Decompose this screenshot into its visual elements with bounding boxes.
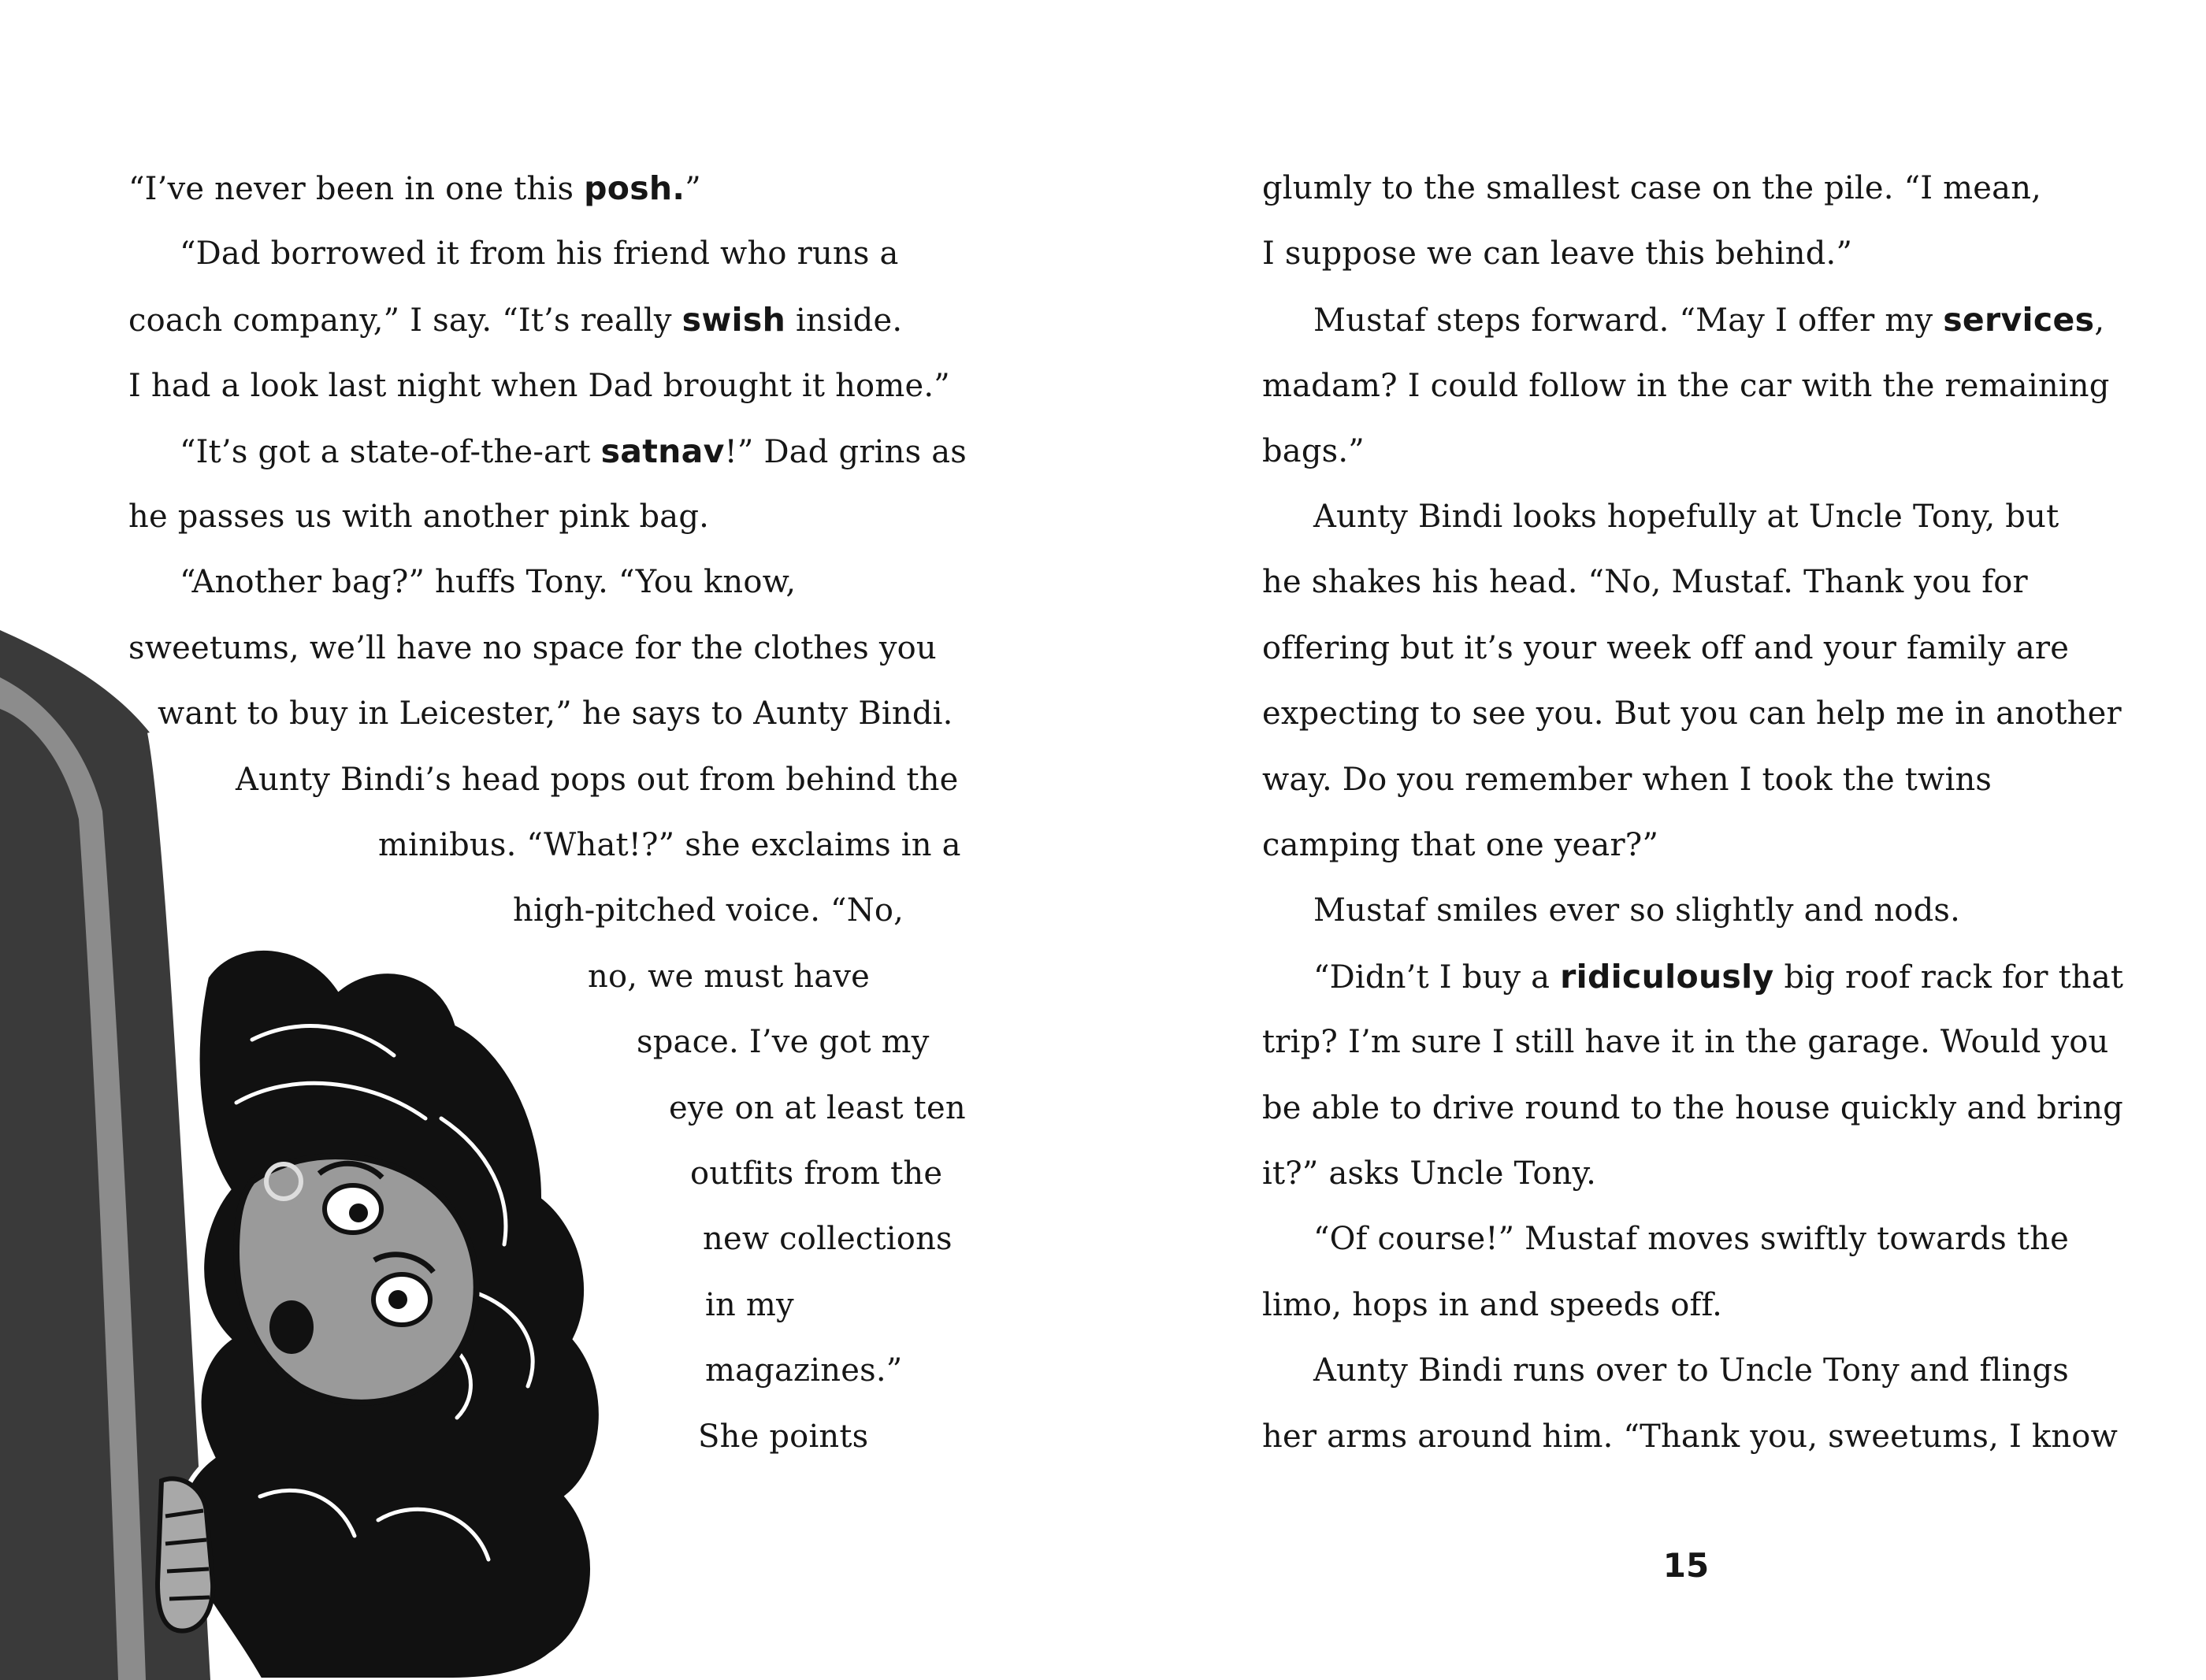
left-page-line [180, 432, 967, 470]
left-page-line [128, 499, 710, 535]
text-run: “It’s got a state-of-the-art [180, 434, 601, 470]
text-run: limo, hops in and speeds off. [1262, 1287, 1723, 1323]
right-page-line [1262, 829, 1658, 861]
left-page-line [703, 1223, 953, 1255]
left-page-line [698, 1419, 869, 1455]
text-run: outfits from the [690, 1155, 943, 1192]
left-page-line [180, 566, 796, 598]
text-run: minibus. “What!?” she exclaims in a [378, 827, 961, 863]
text-run: sweetums, we’ll have no space for the clothes you [128, 630, 937, 666]
right-page-line [1262, 1092, 2123, 1124]
text-run: big roof rack for that [1773, 959, 2124, 996]
text-run: no, we must have [588, 959, 870, 995]
right-pupil [388, 1290, 407, 1309]
text-run: , [2094, 302, 2105, 339]
text-run: eye on at least ten [669, 1090, 966, 1126]
emphasized-word: ridiculously [1560, 958, 1774, 996]
left-pupil [349, 1203, 368, 1222]
left-page-line [513, 892, 904, 929]
text-run: trip? I’m sure I still have it in the garage. Would you [1262, 1024, 2109, 1060]
text-run: inside. [785, 302, 903, 339]
right-page-line [1262, 762, 1992, 798]
left-page-line [128, 169, 701, 207]
right-page-line [1262, 433, 1365, 469]
left-page-line [378, 829, 961, 861]
left-page-line [669, 1092, 966, 1124]
right-page-line [1262, 1289, 1722, 1321]
right-page-line [1313, 1352, 2070, 1389]
text-run: Mustaf smiles ever so slightly and nods. [1313, 892, 1961, 929]
text-run: new collections [703, 1221, 953, 1257]
text-run: She points [698, 1419, 869, 1455]
page-number: 15 [1662, 1546, 1710, 1585]
text-run: Aunty Bindi looks hopefully at Uncle Tony, but [1313, 499, 2059, 535]
text-run: “Another bag?” huffs Tony. “You know, [180, 564, 797, 600]
left-page-line [128, 301, 903, 339]
text-run: I suppose we can leave this behind.” [1262, 235, 1853, 272]
text-run: magazines.” [705, 1352, 903, 1389]
right-page-line [1262, 695, 2122, 732]
text-run: coach company,” I say. “It’s really [128, 302, 682, 339]
mouth [269, 1300, 314, 1354]
text-run: camping that one year?” [1262, 827, 1659, 863]
right-page-line [1313, 1223, 2069, 1255]
text-run: her arms around him. “Thank you, sweetums, I know [1262, 1419, 2119, 1455]
text-run: want to buy in Leicester,” he says to Aunty Bindi. [158, 695, 953, 732]
right-page-line [1262, 1026, 2109, 1058]
emphasized-word: swish [681, 301, 786, 339]
right-page-line [1262, 566, 2028, 598]
text-run: high-pitched voice. “No, [513, 892, 904, 929]
right-page-line [1262, 1155, 1597, 1192]
left-page-line [180, 235, 899, 272]
text-run: glumly to the smallest case on the pile. “I mean, [1262, 170, 2042, 206]
right-page-line [1313, 301, 2105, 339]
right-page-line [1262, 632, 2069, 664]
text-run: !” Dad grins as [724, 434, 967, 470]
text-run: offering but it’s your week off and your family are [1262, 630, 2070, 666]
text-run: way. Do you remember when I took the twins [1262, 762, 1992, 798]
left-page-line [705, 1352, 903, 1389]
emphasized-word: services [1943, 301, 2095, 339]
text-run: “Didn’t I buy a [1313, 959, 1561, 996]
text-run: madam? I could follow in the car with the remaining [1262, 368, 2110, 404]
left-page-line [637, 1026, 930, 1058]
text-run: bags.” [1262, 433, 1365, 469]
right-page-line [1313, 892, 1961, 929]
text-run: expecting to see you. But you can help me in another [1262, 695, 2122, 732]
text-run: Aunty Bindi’s head pops out from behind the [236, 762, 959, 798]
text-run: “I’ve never been in one this [128, 171, 585, 207]
emphasized-word: posh. [584, 169, 685, 207]
left-page-line [588, 959, 870, 995]
right-page-line [1262, 370, 2110, 402]
hand-shape [158, 1478, 213, 1630]
left-page-line [690, 1155, 943, 1192]
emphasized-word: satnav [600, 432, 725, 470]
text-run: in my [705, 1287, 794, 1323]
left-page-line [128, 632, 937, 664]
text-run: he passes us with another pink bag. [128, 499, 710, 535]
left-page-line [128, 370, 950, 402]
text-run: Aunty Bindi runs over to Uncle Tony and flings [1313, 1352, 2070, 1389]
text-run: he shakes his head. “No, Mustaf. Thank you for [1262, 564, 2028, 600]
text-run: Mustaf steps forward. “May I offer my [1313, 302, 1944, 339]
right-page-line [1262, 235, 1853, 272]
left-page-line [236, 762, 959, 798]
right-page-line [1262, 1419, 2119, 1455]
text-run: ” [685, 171, 701, 207]
left-page-line [705, 1289, 794, 1321]
text-run: it?” asks Uncle Tony. [1262, 1155, 1597, 1192]
left-page-line [158, 695, 953, 732]
right-page-line [1262, 172, 2041, 204]
right-page-line [1313, 958, 2124, 996]
text-run: be able to drive round to the house quickly and bring [1262, 1090, 2123, 1126]
text-run: “Of course!” Mustaf moves swiftly towards the [1313, 1221, 2070, 1257]
text-run: “Dad borrowed it from his friend who runs a [180, 235, 899, 272]
right-page-line [1313, 499, 2059, 535]
text-run: I had a look last night when Dad brought it home.” [128, 368, 950, 404]
text-run: space. I’ve got my [637, 1024, 930, 1060]
